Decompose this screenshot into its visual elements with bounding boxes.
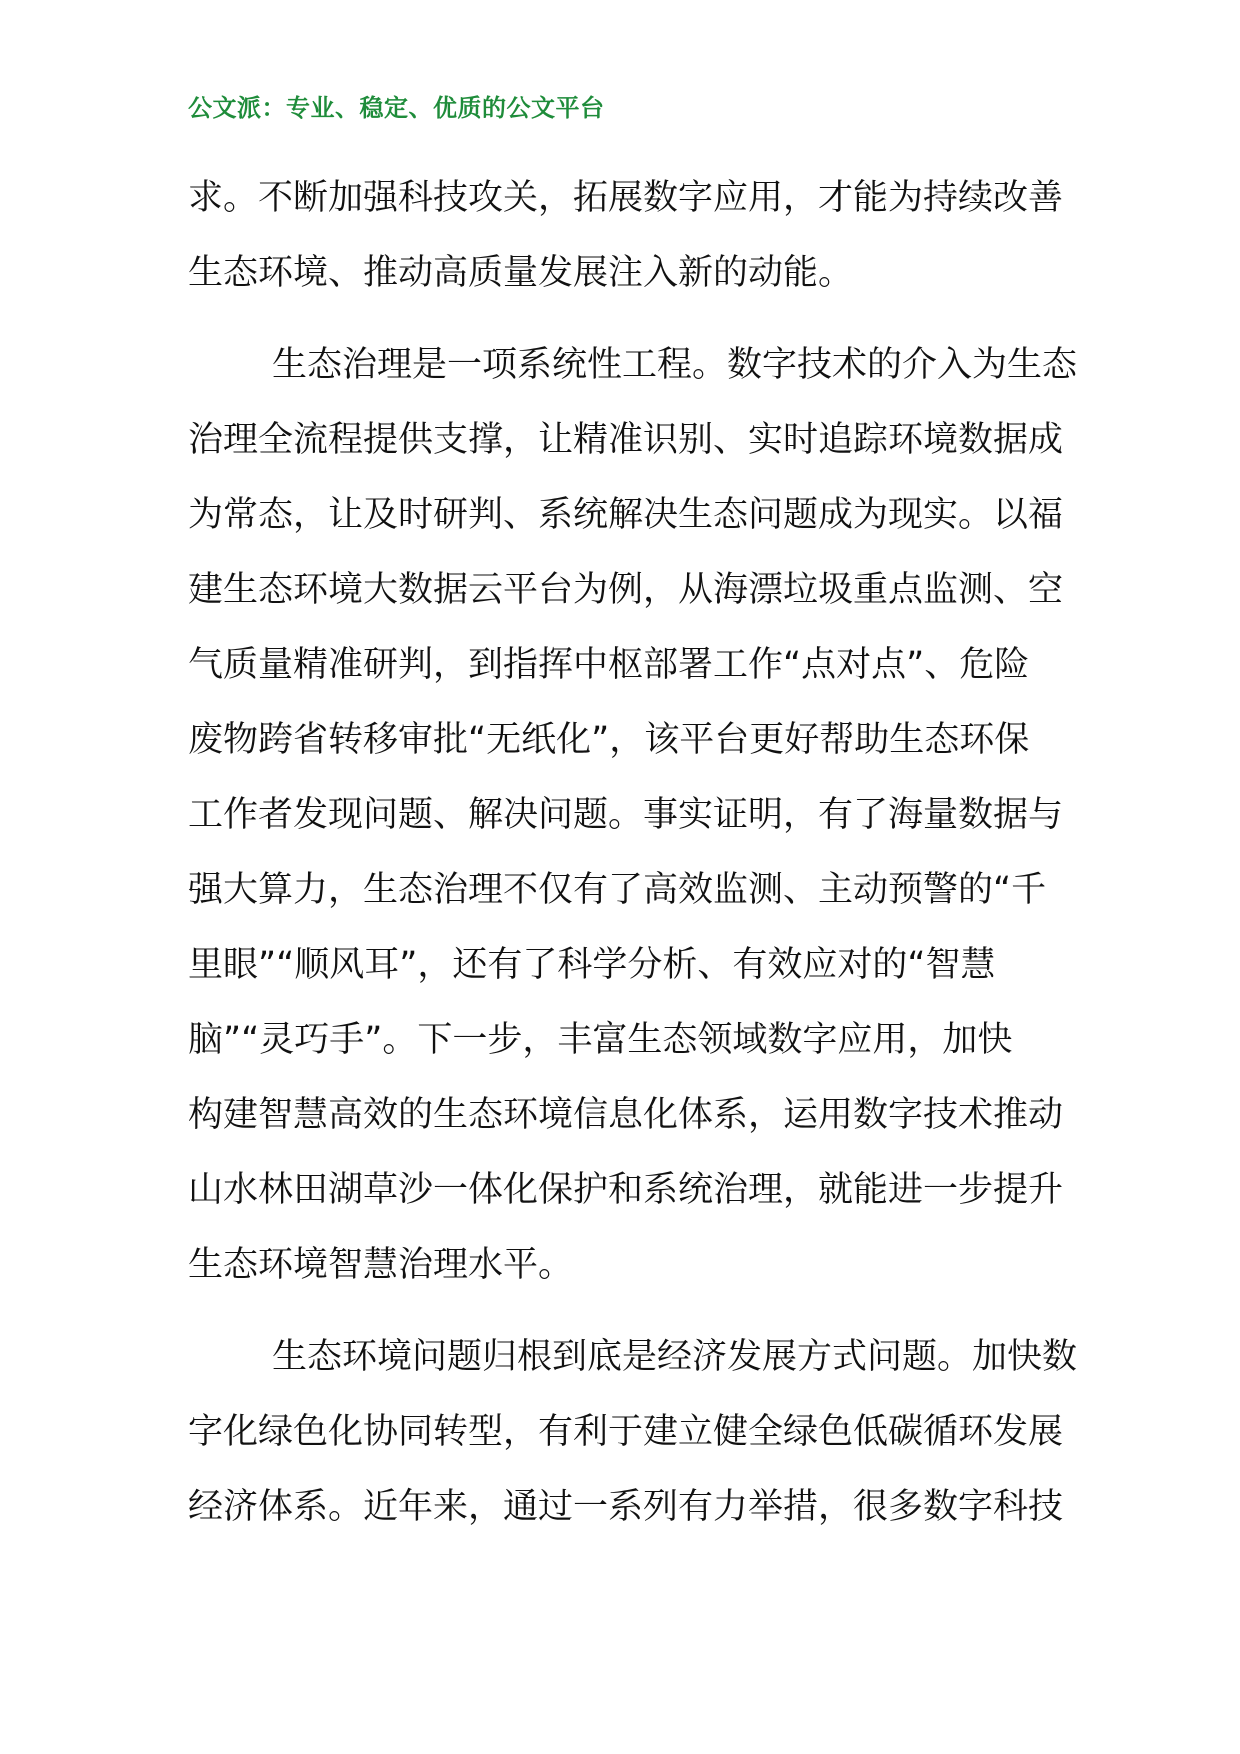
paragraph — [188, 335, 1078, 1310]
text-line: 强大算力，生态治理不仅有了高效监测、主动预警的“千 — [188, 870, 1047, 910]
text-line: 脑”“灵巧手”。下一步，丰富生态领域数字应用，加快 — [188, 1020, 1013, 1060]
paragraph — [188, 1327, 1078, 1552]
text-line: 气质量精准研判，到指挥中枢部署工作“点对点”、危险 — [188, 645, 1030, 685]
text-line: 为常态，让及时研判、系统解决生态问题成为现实。以福 — [188, 495, 1064, 535]
text-line: 构建智慧高效的生态环境信息化体系，运用数字技术推动 — [188, 1095, 1064, 1135]
header-title: 公文派：专业、稳定、优质的公文平台 — [188, 94, 605, 122]
text-line: 废物跨省转移审批“无纸化”，该平台更好帮助生态环保 — [188, 720, 1030, 760]
text-line: 生态环境、推动高质量发展注入新的动能。 — [188, 253, 854, 293]
text-line: 生态治理是一项系统性工程。数字技术的介入为生态 — [272, 345, 1078, 385]
text-line: 建生态环境大数据云平台为例，从海漂垃圾重点监测、空 — [188, 570, 1064, 610]
text-line: 生态环境智慧治理水平。 — [188, 1245, 574, 1285]
text-line: 生态环境问题归根到底是经济发展方式问题。加快数 — [272, 1337, 1078, 1377]
text-line: 求。不断加强科技攻关，拓展数字应用，才能为持续改善 — [188, 178, 1064, 218]
document-body — [188, 168, 1078, 1552]
text-line: 里眼”“顺风耳”，还有了科学分析、有效应对的“智慧 — [188, 945, 996, 985]
paragraph — [188, 168, 1064, 318]
text-line: 治理全流程提供支撑，让精准识别、实时追踪环境数据成 — [188, 420, 1064, 460]
text-line: 山水林田湖草沙一体化保护和系统治理，就能进一步提升 — [188, 1170, 1064, 1210]
text-line: 字化绿色化协同转型，有利于建立健全绿色低碳循环发展 — [188, 1412, 1064, 1452]
text-line: 工作者发现问题、解决问题。事实证明，有了海量数据与 — [188, 795, 1064, 835]
text-line: 经济体系。近年来，通过一系列有力举措，很多数字科技 — [188, 1487, 1064, 1527]
